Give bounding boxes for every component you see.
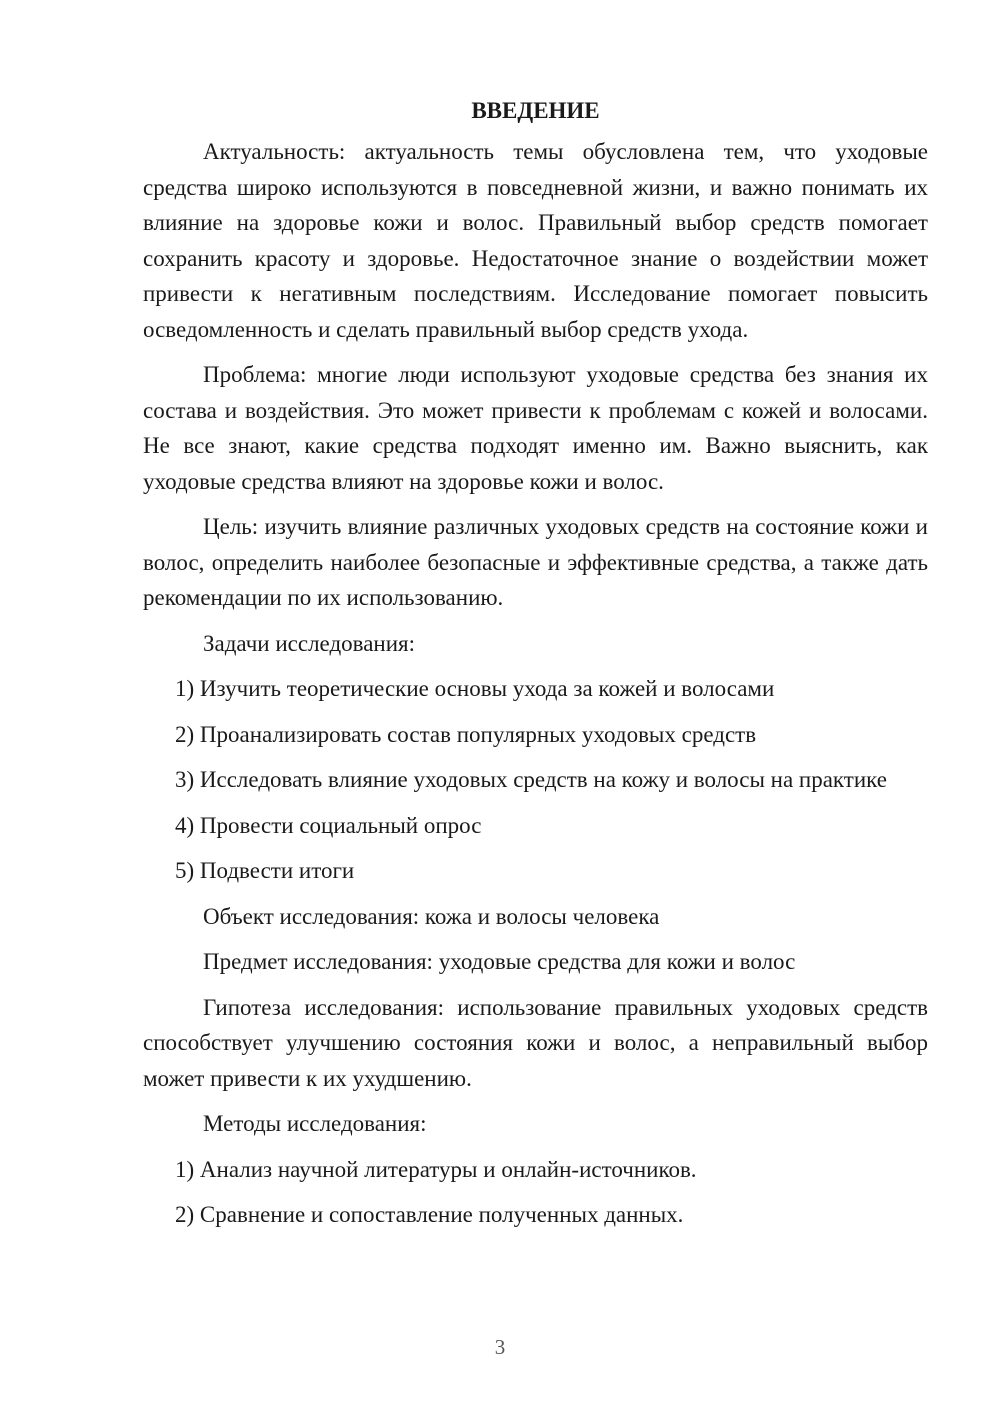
method-item: 1) Анализ научной литературы и онлайн-источников. <box>175 1156 697 1182</box>
methods-heading: Методы исследования: <box>203 1111 427 1136</box>
problem-paragraph: Проблема: многие люди используют уходовые средства без знания их состава и воздействия. Это может привести к проблемам с кожей и волосами. Не все знают, какие средства подходят именно им. Важно выяснить, как уходовые средства влияют на здоровье кожи и волос. <box>143 362 928 494</box>
task-item: 2) Проанализировать состав популярных уходовых средств <box>175 721 757 747</box>
research-object: Объект исследования: кожа и волосы человека <box>203 903 660 929</box>
method-item: 2) Сравнение и сопоставление полученных данных. <box>175 1202 684 1227</box>
research-subject: Предмет исследования: уходовые средства для кожи и волос <box>203 949 796 974</box>
tasks-heading: Задачи исследования: <box>203 630 416 656</box>
hypothesis-paragraph: Гипотеза исследования: использование правильных уходовых средств способствует улучшению состояния кожи и волос, а неправильный выбор может привести к их ухудшению. <box>143 994 928 1091</box>
page-number: 3 <box>494 1335 506 1359</box>
task-item: 4) Провести социальный опрос <box>175 812 482 838</box>
goal-paragraph: Цель: изучить влияние различных уходовых средств на состояние кожи и волос, определить наиболее безопасные и эффективные средства, а также дать рекомендации по их использованию. <box>143 514 928 610</box>
task-item: 5) Подвести итоги <box>175 858 355 883</box>
relevance-paragraph: Актуальность: актуальность темы обусловлена тем, что уходовые средства широко используются в повседневной жизни, и важно понимать их влияние на здоровье кожи и волос. Правильный выбор средств помогает сохранить красоту и здоровье. Недостаточное знание о воздействии может привести к негативным последствиям. Исследование помогает повысить осведомленность и сделать правильный выбор средств ухода. <box>143 139 928 342</box>
section-title: ВВЕДЕНИЕ <box>471 98 600 123</box>
task-item: 3) Исследовать влияние уходовых средств на кожу и волосы на практике <box>175 767 887 792</box>
task-item: 1) Изучить теоретические основы ухода за кожей и волосами <box>175 676 775 701</box>
page-content <box>143 96 928 1243</box>
